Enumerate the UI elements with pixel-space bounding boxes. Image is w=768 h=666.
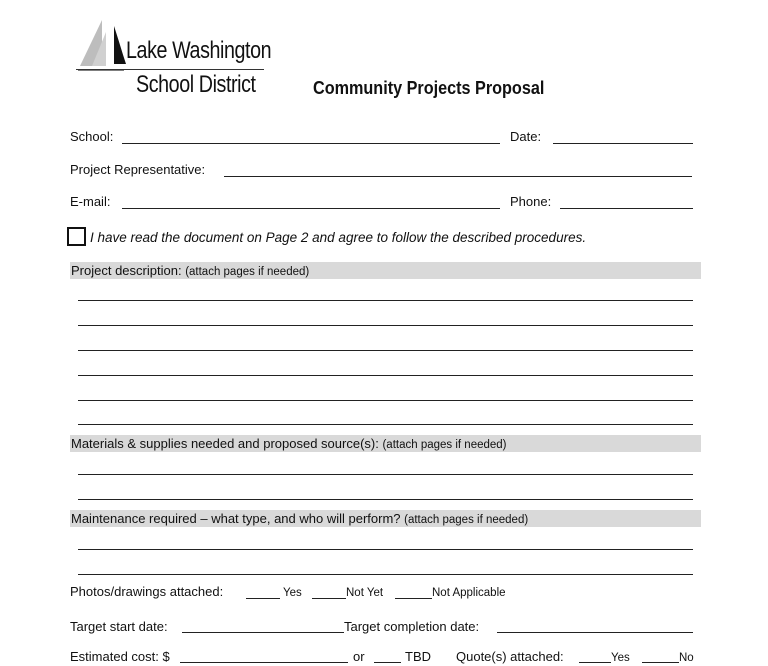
logo-line-2: School District [136, 71, 256, 98]
email-input-line[interactable] [122, 208, 500, 209]
description-line[interactable] [78, 300, 693, 301]
quote-yes-blank[interactable] [579, 662, 611, 663]
phone-input-line[interactable] [560, 208, 693, 209]
photos-label: Photos/drawings attached: [70, 584, 224, 599]
start-date-label: Target start date: [70, 619, 168, 634]
photos-yes-blank[interactable] [246, 598, 280, 599]
description-note: (attach pages if needed) [185, 266, 310, 278]
photos-notyet-text: Not Yet [346, 587, 384, 599]
materials-line[interactable] [78, 474, 693, 475]
description-line[interactable] [78, 400, 693, 401]
materials-label: Materials & supplies needed and proposed source(s): [71, 436, 379, 451]
quote-label: Quote(s) attached: [456, 649, 564, 664]
photos-na-text: Not Applicable [432, 587, 506, 599]
description-line[interactable] [78, 325, 693, 326]
description-line[interactable] [78, 375, 693, 376]
description-line[interactable] [78, 350, 693, 351]
cost-input-line[interactable] [180, 662, 348, 663]
form-title: Community Projects Proposal [313, 78, 545, 98]
maintenance-label: Maintenance required – what type, and who will perform? [71, 511, 401, 526]
materials-line[interactable] [78, 499, 693, 500]
date-label: Date: [510, 129, 542, 144]
phone-label: Phone: [510, 194, 552, 209]
quote-no-blank[interactable] [642, 662, 679, 663]
completion-date-label: Target completion date: [344, 619, 480, 634]
maintenance-note: (attach pages if needed) [404, 514, 529, 526]
quote-yes-text: Yes [611, 652, 630, 664]
representative-label: Project Representative: [70, 162, 206, 177]
photos-na-blank[interactable] [395, 598, 432, 599]
school-input-line[interactable] [122, 143, 500, 144]
school-label: School: [70, 129, 114, 144]
cost-label: Estimated cost: $ [70, 649, 170, 664]
representative-input-line[interactable] [224, 176, 692, 177]
email-label: E-mail: [70, 194, 111, 209]
materials-note: (attach pages if needed) [382, 439, 507, 451]
photos-notyet-blank[interactable] [312, 598, 346, 599]
completion-date-input-line[interactable] [497, 632, 693, 633]
logo-divider [76, 69, 264, 70]
maintenance-line[interactable] [78, 549, 693, 550]
cost-tbd-text: TBD [405, 649, 431, 664]
description-label: Project description: [71, 263, 182, 278]
agreement-checkbox[interactable] [67, 227, 86, 246]
description-line[interactable] [78, 424, 693, 425]
logo-line-1: Lake Washington [126, 37, 272, 64]
date-input-line[interactable] [553, 143, 693, 144]
cost-tbd-blank[interactable] [374, 662, 401, 663]
cost-or-text: or [353, 649, 365, 664]
start-date-input-line[interactable] [182, 632, 344, 633]
photos-yes-text: Yes [283, 587, 302, 599]
description-section-header [70, 262, 701, 279]
maintenance-section-header [70, 510, 701, 527]
agreement-text: I have read the document on Page 2 and agree to follow the described procedures. [90, 230, 587, 245]
materials-section-header [70, 435, 701, 452]
quote-no-text: No [679, 652, 694, 664]
maintenance-line[interactable] [78, 574, 693, 575]
